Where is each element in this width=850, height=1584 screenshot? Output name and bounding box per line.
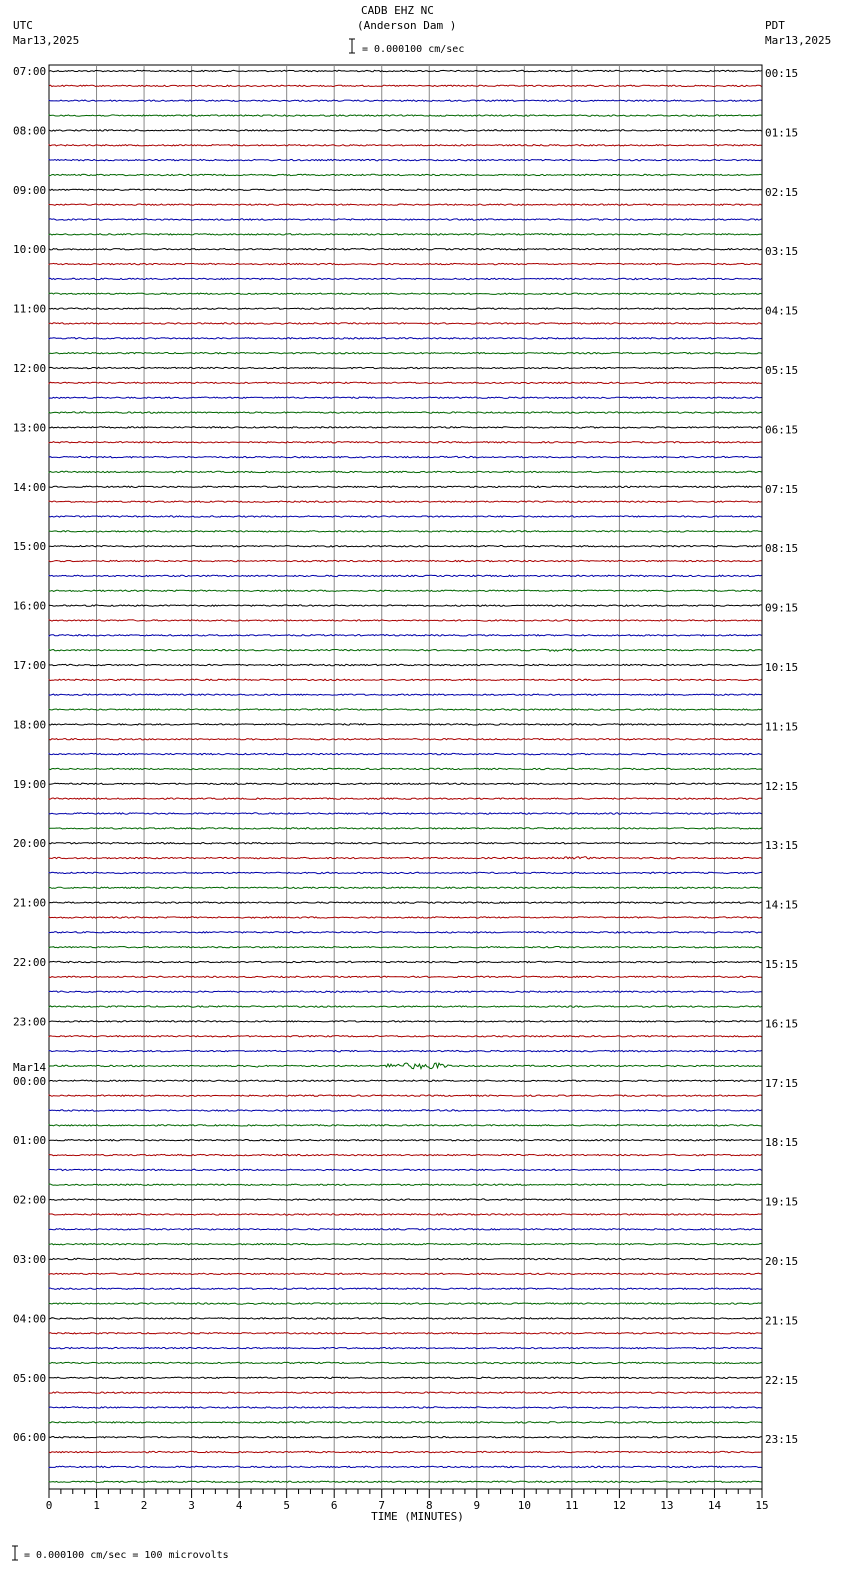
trace-row-77 xyxy=(49,1214,762,1215)
trace-row-51 xyxy=(49,828,762,829)
utc-hour-label: 08:00 xyxy=(13,124,47,138)
utc-hour-label: 16:00 xyxy=(13,599,47,613)
x-axis-label: TIME (MINUTES) xyxy=(371,1510,464,1523)
trace-row-91 xyxy=(49,1422,762,1423)
trace-row-80 xyxy=(49,1258,762,1259)
station-title: CADB EHZ NC xyxy=(361,4,434,17)
trace-row-7 xyxy=(49,174,762,175)
pdt-hour-label: 11:15 xyxy=(765,720,799,734)
trace-row-29 xyxy=(49,501,762,502)
trace-row-88 xyxy=(49,1377,762,1378)
trace-row-67 xyxy=(49,1063,762,1069)
pdt-hour-label: 03:15 xyxy=(765,245,799,259)
trace-row-70 xyxy=(49,1110,762,1111)
trace-row-20 xyxy=(49,367,762,368)
trace-row-45 xyxy=(49,739,762,740)
trace-row-30 xyxy=(49,516,762,517)
trace-row-39 xyxy=(49,649,762,651)
trace-row-75 xyxy=(49,1184,762,1185)
trace-row-72 xyxy=(49,1140,762,1141)
trace-row-57 xyxy=(49,917,762,918)
trace-row-35 xyxy=(49,590,762,591)
trace-row-36 xyxy=(49,605,762,606)
trace-row-54 xyxy=(49,872,762,873)
footer-scale-note: = 0.000100 cm/sec = 100 microvolts xyxy=(24,1550,229,1561)
trace-row-50 xyxy=(49,813,762,814)
utc-hour-label: 00:00 xyxy=(13,1074,47,1088)
utc-hour-label: 20:00 xyxy=(13,837,47,851)
x-tick-label: 0 xyxy=(45,1499,53,1512)
trace-row-26 xyxy=(49,456,762,457)
pdt-hour-label: 04:15 xyxy=(765,304,799,318)
pdt-hour-label: 21:15 xyxy=(765,1314,799,1328)
trace-row-92 xyxy=(49,1437,762,1438)
trace-row-85 xyxy=(49,1333,762,1334)
trace-row-90 xyxy=(49,1407,762,1408)
trace-row-93 xyxy=(49,1451,762,1452)
utc-hour-label: 12:00 xyxy=(13,362,47,375)
utc-hour-label: 13:00 xyxy=(13,421,47,435)
right-timezone: PDT xyxy=(765,19,785,32)
trace-row-94 xyxy=(49,1466,762,1467)
trace-row-63 xyxy=(49,1006,762,1007)
trace-row-59 xyxy=(49,947,762,948)
trace-row-42 xyxy=(49,694,762,695)
pdt-hour-label: 17:15 xyxy=(765,1076,799,1090)
trace-row-60 xyxy=(49,961,762,962)
trace-row-55 xyxy=(49,887,762,888)
trace-row-52 xyxy=(49,843,762,844)
trace-row-19 xyxy=(49,353,762,354)
x-tick-label: 13 xyxy=(660,1499,674,1512)
utc-hour-label: 01:00 xyxy=(13,1134,47,1148)
utc-hour-label: 09:00 xyxy=(13,183,47,197)
trace-row-37 xyxy=(49,620,762,621)
trace-row-25 xyxy=(49,442,762,443)
trace-row-53 xyxy=(49,857,762,859)
pdt-hour-label: 07:15 xyxy=(765,482,799,496)
trace-row-86 xyxy=(49,1347,762,1348)
trace-row-41 xyxy=(49,679,762,680)
trace-row-65 xyxy=(49,1036,762,1037)
utc-hour-label: 07:00 xyxy=(13,65,47,78)
right-date: Mar13,2025 xyxy=(765,34,832,47)
trace-row-87 xyxy=(49,1362,762,1363)
trace-row-95 xyxy=(49,1481,762,1482)
pdt-hour-label: 10:15 xyxy=(765,661,799,674)
pdt-hour-label: 02:15 xyxy=(765,185,799,199)
pdt-hour-label: 09:15 xyxy=(765,601,799,615)
trace-row-61 xyxy=(49,976,762,977)
trace-row-56 xyxy=(49,902,762,903)
utc-hour-label: 04:00 xyxy=(13,1312,47,1326)
x-tick-label: 1 xyxy=(93,1499,100,1512)
pdt-hour-label: 18:15 xyxy=(765,1136,799,1150)
trace-row-78 xyxy=(49,1229,762,1230)
x-tick-label: 8 xyxy=(425,1499,433,1512)
trace-row-28 xyxy=(49,486,762,487)
trace-row-69 xyxy=(49,1095,762,1096)
utc-hour-label: 15:00 xyxy=(13,540,47,554)
trace-row-33 xyxy=(49,560,762,561)
trace-row-46 xyxy=(49,753,762,754)
x-tick-label: 5 xyxy=(283,1499,290,1512)
trace-row-6 xyxy=(49,159,762,160)
x-tick-label: 15 xyxy=(755,1499,769,1512)
trace-row-27 xyxy=(49,471,762,472)
trace-row-76 xyxy=(49,1199,762,1200)
trace-row-82 xyxy=(49,1288,762,1289)
trace-row-13 xyxy=(49,263,762,264)
pdt-hour-label: 05:15 xyxy=(765,364,799,377)
trace-row-4 xyxy=(49,130,762,131)
trace-row-2 xyxy=(49,100,762,101)
utc-hour-label: 02:00 xyxy=(13,1193,47,1207)
trace-row-38 xyxy=(49,635,762,636)
x-tick-label: 10 xyxy=(517,1499,531,1512)
trace-row-71 xyxy=(49,1125,762,1126)
utc-hour-label: 21:00 xyxy=(13,896,47,910)
left-date: Mar13,2025 xyxy=(13,34,80,47)
utc-hour-label: 10:00 xyxy=(13,243,47,257)
utc-hour-label: 18:00 xyxy=(13,718,47,732)
trace-row-17 xyxy=(49,323,762,324)
utc-hour-label: 17:00 xyxy=(13,659,47,672)
trace-row-48 xyxy=(49,783,762,784)
x-tick-label: 2 xyxy=(140,1499,148,1512)
station-location: (Anderson Dam ) xyxy=(357,19,457,32)
trace-row-12 xyxy=(49,249,762,250)
x-tick-label: 6 xyxy=(330,1499,338,1512)
trace-row-49 xyxy=(49,798,762,799)
trace-row-81 xyxy=(49,1273,762,1274)
trace-row-24 xyxy=(49,427,762,428)
date-change-label: Mar14 xyxy=(13,1060,47,1074)
x-tick-label: 9 xyxy=(473,1499,481,1512)
trace-row-22 xyxy=(49,397,762,398)
x-tick-label: 3 xyxy=(188,1499,195,1512)
pdt-hour-label: 19:15 xyxy=(765,1195,799,1209)
pdt-hour-label: 15:15 xyxy=(765,958,799,971)
trace-row-68 xyxy=(49,1080,762,1082)
trace-row-14 xyxy=(49,278,762,279)
pdt-hour-label: 01:15 xyxy=(765,126,799,140)
pdt-hour-label: 06:15 xyxy=(765,423,799,437)
trace-row-31 xyxy=(49,531,762,532)
pdt-hour-label: 20:15 xyxy=(765,1255,799,1268)
trace-row-5 xyxy=(49,145,762,146)
trace-row-9 xyxy=(49,204,762,205)
trace-row-18 xyxy=(49,338,762,339)
trace-row-0 xyxy=(49,70,762,71)
trace-row-62 xyxy=(49,991,762,992)
trace-row-32 xyxy=(49,546,762,547)
utc-hour-label: 11:00 xyxy=(13,302,47,316)
trace-row-84 xyxy=(49,1318,762,1319)
trace-row-64 xyxy=(49,1021,762,1022)
utc-hour-label: 19:00 xyxy=(13,777,47,791)
trace-row-74 xyxy=(49,1169,762,1170)
trace-row-40 xyxy=(49,664,762,665)
trace-row-83 xyxy=(49,1303,762,1304)
trace-row-10 xyxy=(49,219,762,220)
x-tick-label: 14 xyxy=(707,1499,722,1512)
utc-hour-label: 14:00 xyxy=(13,480,47,494)
pdt-hour-label: 12:15 xyxy=(765,779,799,793)
trace-row-3 xyxy=(49,115,762,116)
trace-row-1 xyxy=(49,85,762,86)
pdt-hour-label: 22:15 xyxy=(765,1373,799,1387)
trace-row-89 xyxy=(49,1392,762,1393)
trace-row-21 xyxy=(49,382,762,383)
pdt-hour-label: 00:15 xyxy=(765,67,799,80)
trace-row-73 xyxy=(49,1154,762,1155)
trace-row-47 xyxy=(49,768,762,769)
x-tick-label: 4 xyxy=(235,1499,243,1512)
utc-hour-label: 23:00 xyxy=(13,1015,47,1029)
trace-row-58 xyxy=(49,932,762,933)
pdt-hour-label: 13:15 xyxy=(765,839,799,853)
pdt-hour-label: 14:15 xyxy=(765,898,799,912)
pdt-hour-label: 23:15 xyxy=(765,1433,799,1447)
trace-row-23 xyxy=(49,412,762,413)
utc-hour-label: 05:00 xyxy=(13,1371,47,1385)
trace-row-79 xyxy=(49,1244,762,1245)
trace-row-43 xyxy=(49,709,762,710)
trace-row-66 xyxy=(49,1050,762,1051)
trace-row-15 xyxy=(49,293,762,294)
trace-row-16 xyxy=(49,308,762,309)
utc-hour-label: 03:00 xyxy=(13,1253,47,1266)
pdt-hour-label: 08:15 xyxy=(765,542,799,556)
utc-hour-label: 22:00 xyxy=(13,956,47,969)
left-timezone: UTC xyxy=(13,19,33,32)
trace-row-44 xyxy=(49,724,762,725)
trace-row-34 xyxy=(49,575,762,576)
x-tick-label: 7 xyxy=(378,1499,386,1512)
pdt-hour-label: 16:15 xyxy=(765,1017,799,1031)
trace-row-8 xyxy=(49,189,762,190)
utc-hour-label: 06:00 xyxy=(13,1431,47,1445)
x-tick-label: 11 xyxy=(565,1499,579,1512)
scale-label: = 0.000100 cm/sec xyxy=(362,44,465,55)
trace-row-11 xyxy=(49,234,762,235)
x-tick-label: 12 xyxy=(612,1499,627,1512)
